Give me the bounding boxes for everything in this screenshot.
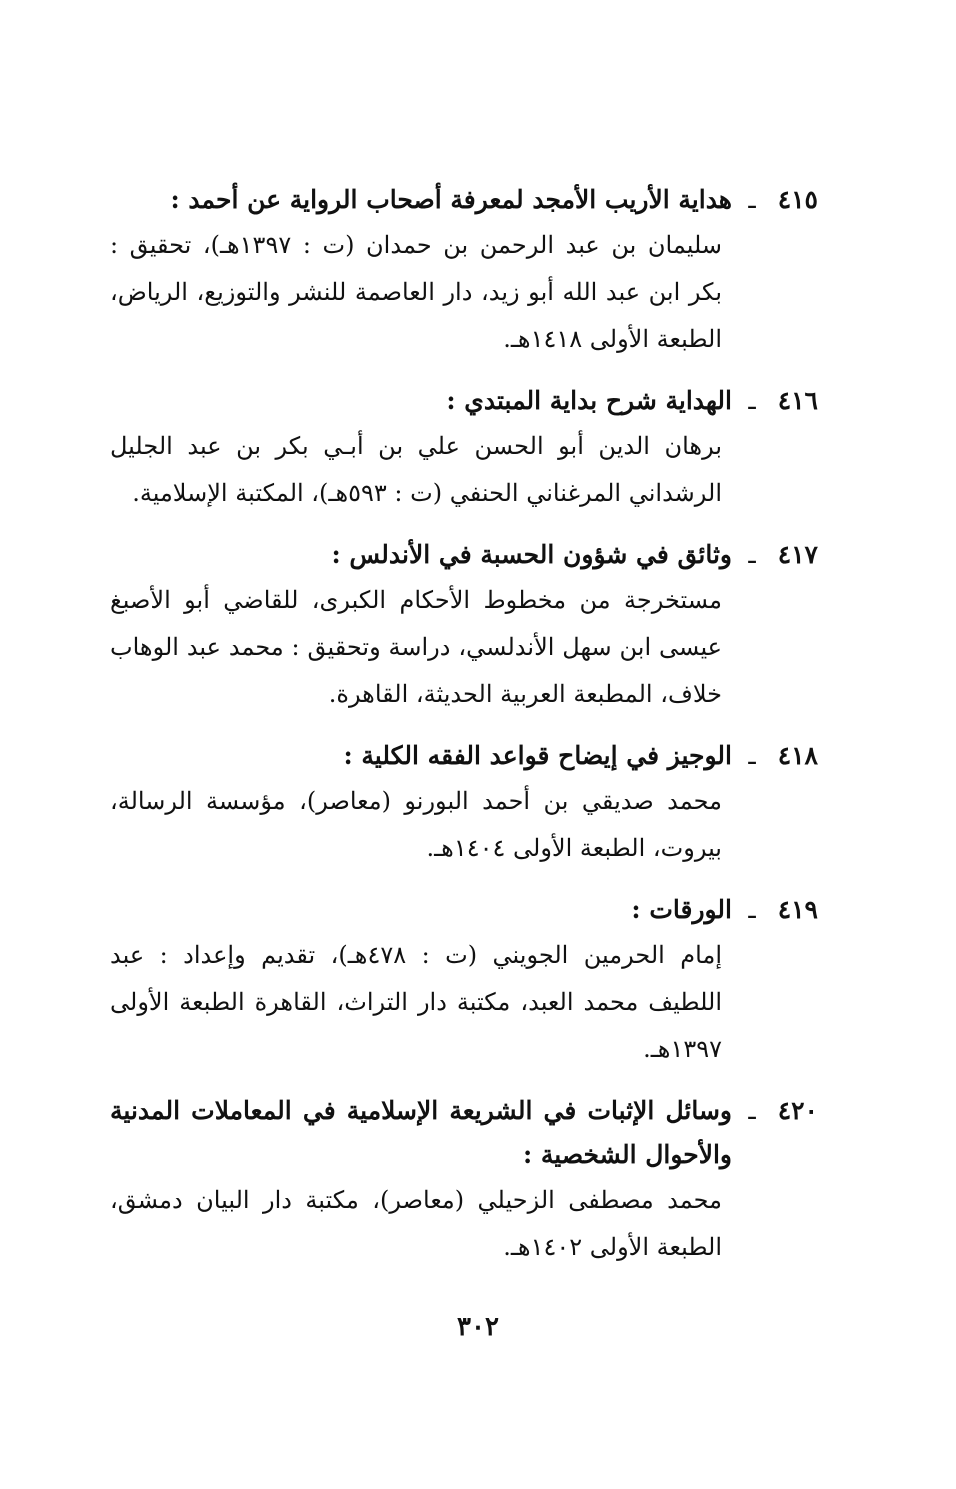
bibliography-entry-420 bbox=[110, 1089, 818, 1271]
bibliography-entry-415 bbox=[110, 178, 818, 363]
entry-heading bbox=[110, 379, 818, 423]
entry-heading bbox=[110, 888, 818, 932]
entry-title: هداية الأريب الأمجد لمعرفة أصحاب الرواية عن أحمد : bbox=[170, 185, 732, 214]
entry-title: وثائق في شؤون الحسبة في الأندلس : bbox=[331, 540, 732, 569]
entry-heading bbox=[110, 178, 818, 222]
entry-description: محمد مصطفى الزحيلي (معاصر)، مكتبة دار البيان دمشق، الطبعة الأولى ١٤٠٢هـ. bbox=[110, 1186, 722, 1261]
entry-number: ٤١٦ bbox=[777, 386, 818, 415]
entry-number: ٤١٩ bbox=[777, 895, 818, 924]
entry-description: محمد صديقي بن أحمد البورنو (معاصر)، مؤسسة الرسالة، بيروت، الطبعة الأولى ١٤٠٤هـ. bbox=[110, 787, 722, 862]
entry-description: سليمان بن عبد الرحمن بن حمدان (ت : ١٣٩٧هـ)، تحقيق : بكر ابن عبد الله أبو زيد، دار العاصمة للنشر والتوزيع، الرياض، الطبعة الأولى ١٤١٨هـ. bbox=[110, 231, 723, 353]
entry-number: ٤١٧ bbox=[777, 540, 818, 569]
entry-title: الوجيز في إيضاح قواعد الفقه الكلية : bbox=[343, 741, 732, 770]
page-number: ٣٠٢ bbox=[457, 1312, 499, 1342]
bibliography-entry-416 bbox=[110, 379, 818, 517]
entry-title: الورقات : bbox=[631, 895, 732, 924]
entry-heading bbox=[110, 1089, 818, 1177]
entry-number: ٤١٥ bbox=[777, 185, 818, 214]
entry-dash: ـ bbox=[748, 386, 756, 415]
entry-heading bbox=[110, 734, 818, 778]
entry-number: ٤٢٠ bbox=[777, 1096, 818, 1125]
entry-dash: ـ bbox=[748, 185, 756, 214]
bibliography-entry-417 bbox=[110, 533, 818, 718]
entry-dash: ـ bbox=[748, 895, 756, 924]
entry-title: وسائل الإثبات في الشريعة الإسلامية في المعاملات المدنية والأحوال الشخصية : bbox=[110, 1096, 732, 1169]
bibliography-entry-418 bbox=[110, 734, 818, 872]
entry-heading bbox=[110, 533, 818, 577]
entry-dash: ـ bbox=[748, 1096, 756, 1125]
entry-dash: ـ bbox=[748, 540, 756, 569]
entry-number: ٤١٨ bbox=[777, 741, 818, 770]
entry-description: مستخرجة من مخطوط الأحكام الكبرى، للقاضي أبو الأصبغ عيسى ابن سهل الأندلسي، دراسة وتحقيق : محمد عبد الوهاب خلاف، المطبعة العربية الحديثة، القاهرة. bbox=[110, 586, 722, 708]
entry-description: برهان الدين أبو الحسن علي بن أبـي بكر بن عبد الجليل الرشداني المرغناني الحنفي (ت : ٥٩٣هـ)، المكتبة الإسلامية. bbox=[110, 432, 722, 507]
bibliography-entry-419 bbox=[110, 888, 818, 1073]
entry-description: إمام الحرمين الجويني (ت : ٤٧٨هـ)، تقديم وإعداد : عبد اللطيف محمد العبد، مكتبة دار التراث، القاهرة الطبعة الأولى ١٣٩٧هـ. bbox=[110, 941, 722, 1063]
entry-title: الهداية شرح بداية المبتدي : bbox=[446, 386, 732, 415]
bibliography-list bbox=[110, 178, 818, 1287]
entry-dash: ـ bbox=[748, 741, 756, 770]
